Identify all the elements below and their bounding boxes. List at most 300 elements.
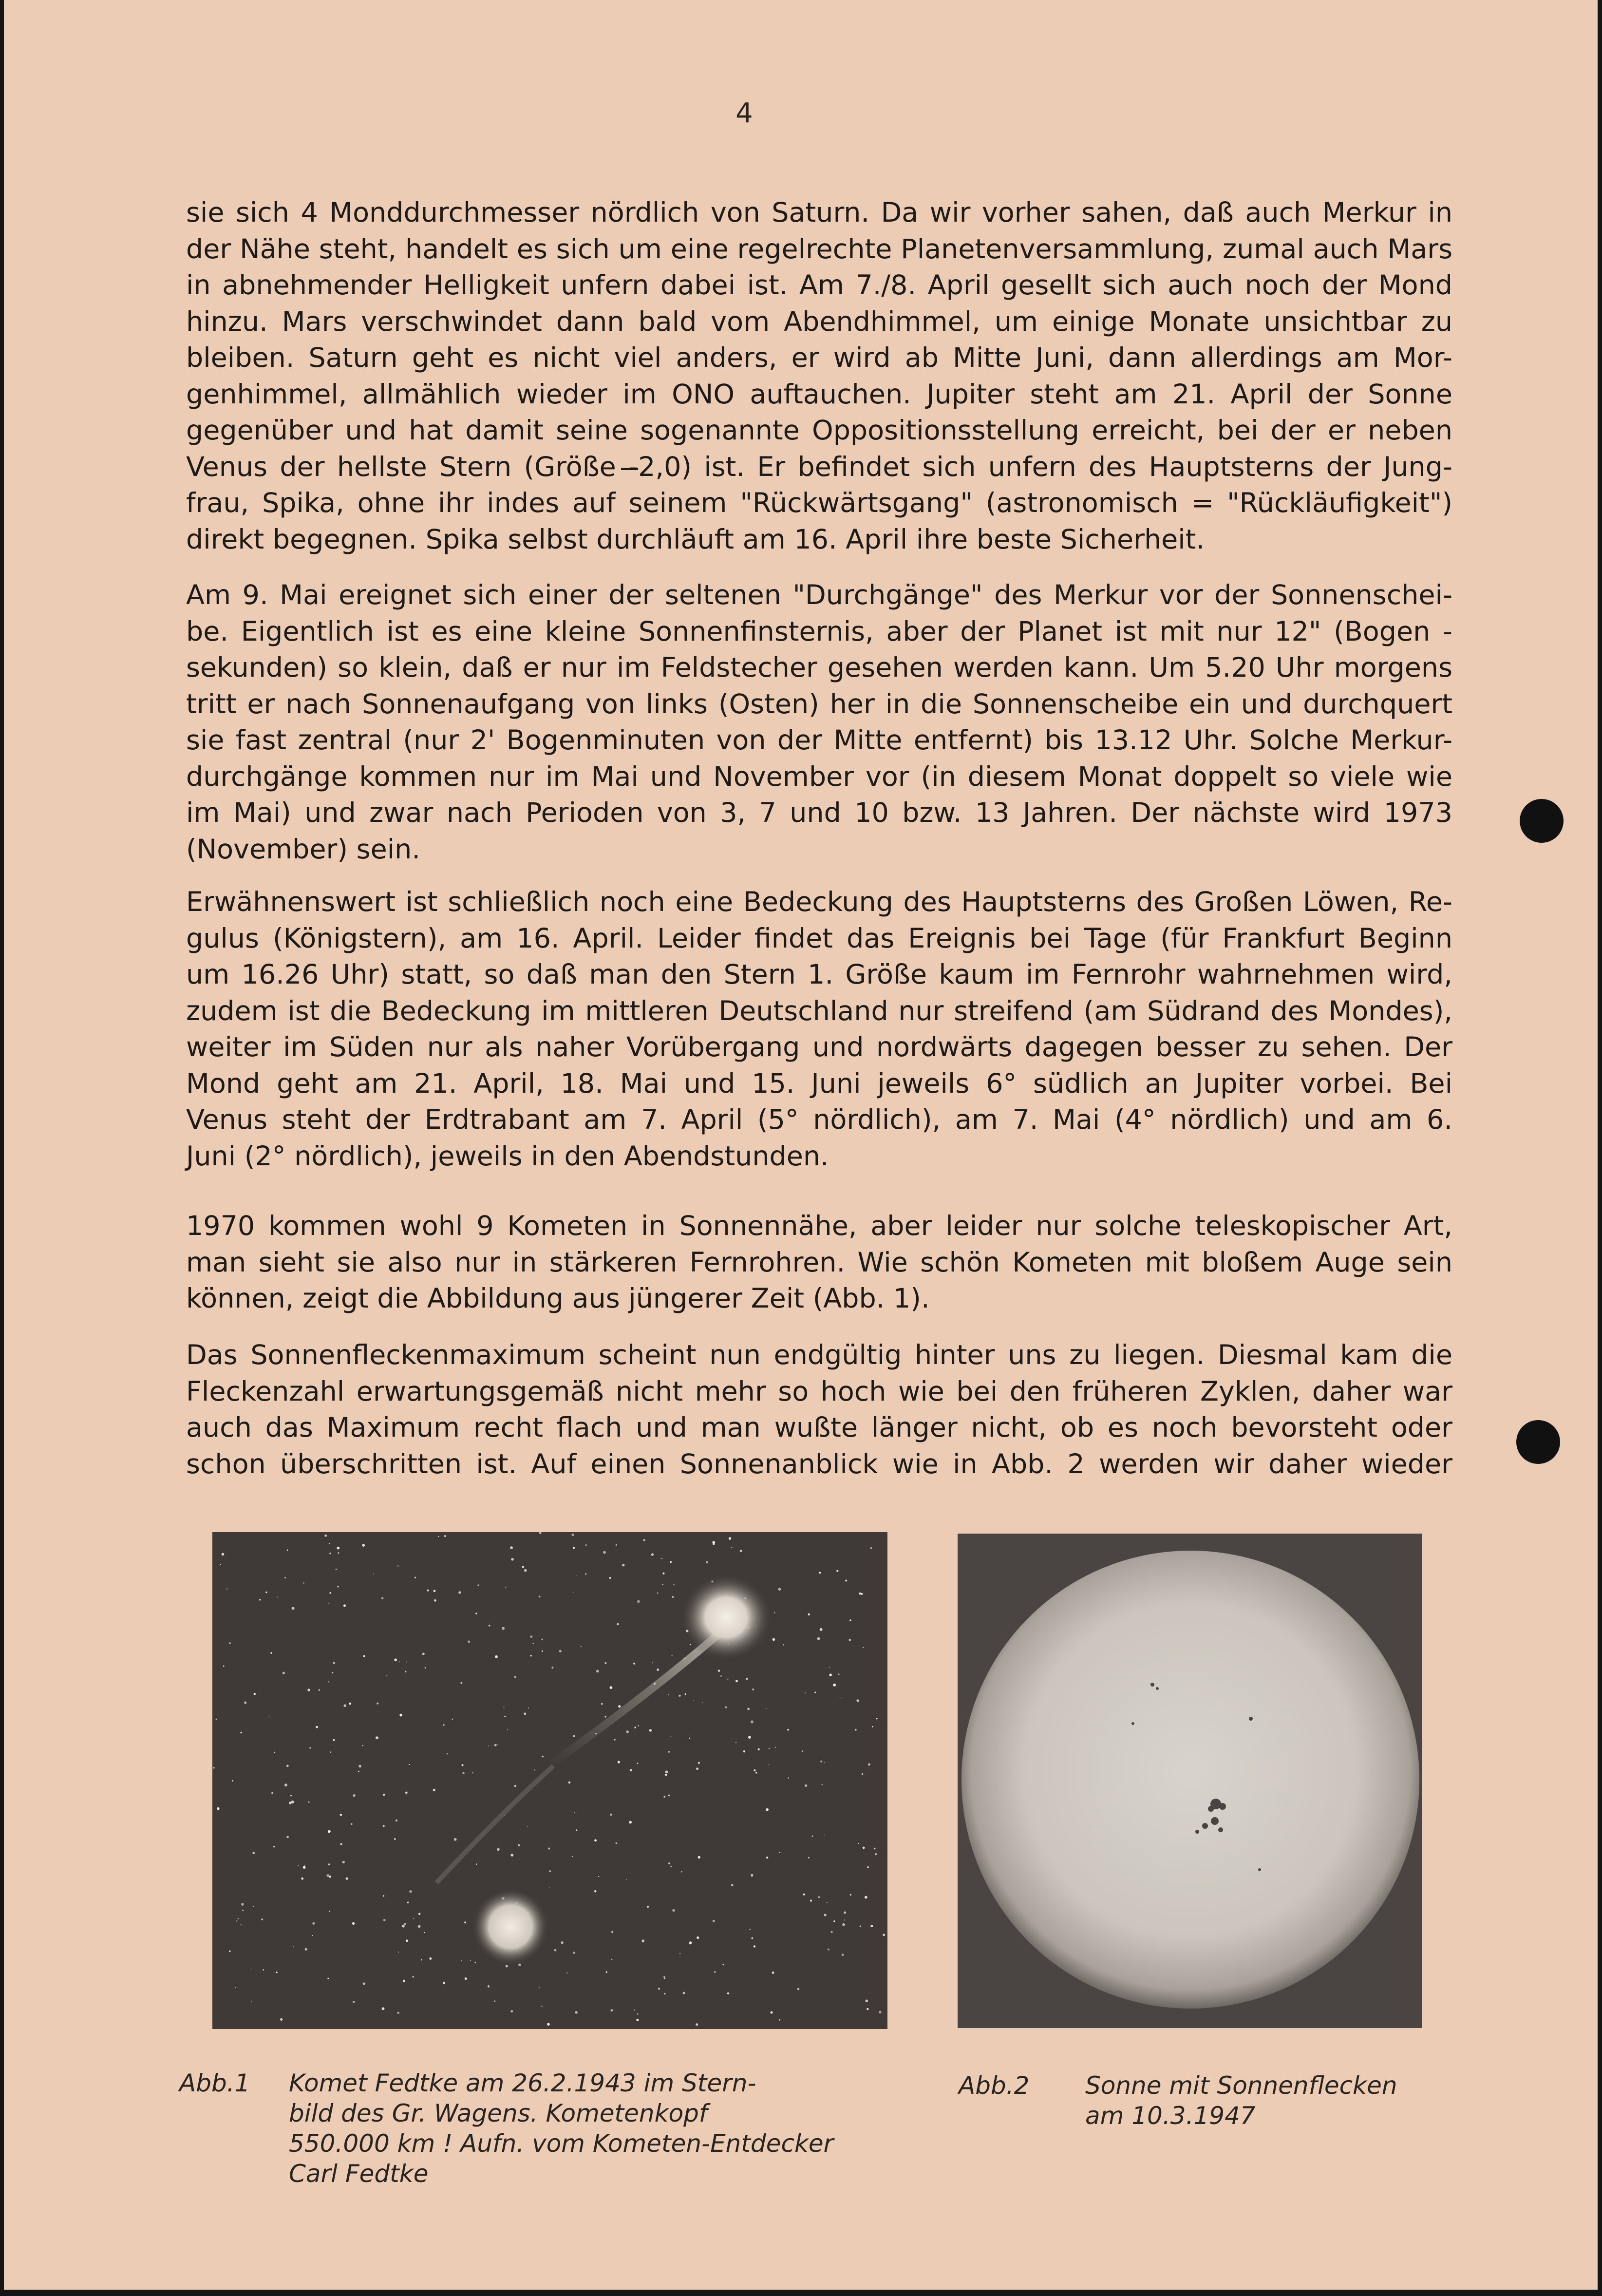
star-dot: [244, 1701, 246, 1704]
star-dot: [329, 1592, 331, 1594]
text-line: 1970 kommen wohl 9 Kometen in Sonnennähe, aber leider nur solche teleskopischer Art,: [186, 1210, 1452, 1242]
star-dot: [883, 1934, 885, 1936]
star-dot: [549, 1887, 550, 1888]
star-dot: [634, 2010, 635, 2011]
star-dot: [820, 1761, 822, 1763]
star-dot: [601, 1703, 603, 1705]
star-dot: [236, 1920, 237, 1921]
star-dot: [351, 1823, 352, 1825]
star-dot: [468, 1640, 470, 1643]
star-dot: [774, 1612, 775, 1613]
star-dot: [276, 1972, 278, 1973]
star-dot: [637, 1600, 640, 1603]
star-dot: [470, 1960, 471, 1961]
star-dot: [664, 1993, 665, 1994]
star-dot: [805, 1692, 806, 1693]
star-dot: [859, 1593, 862, 1595]
star-dot: [329, 1543, 330, 1544]
star-dot: [376, 1736, 378, 1739]
star-dot: [286, 1765, 289, 1767]
star-dot: [530, 1655, 532, 1656]
star-dot: [720, 1675, 722, 1677]
star-dot: [574, 1812, 575, 1813]
star-dot: [461, 1960, 462, 1961]
star-dot: [812, 1836, 813, 1837]
star-dot: [604, 1662, 606, 1664]
star-dot: [287, 1550, 288, 1551]
star-dot: [778, 1588, 781, 1591]
text-line: können, zeigt die Abbildung aus jüngerer Zeit (Abb. 1).: [186, 1283, 930, 1314]
star-dot: [879, 2011, 882, 2014]
star-dot: [610, 1686, 613, 1689]
star-dot: [383, 1895, 384, 1897]
star-dot: [284, 1577, 286, 1578]
star-dot: [818, 1896, 820, 1898]
star-dot: [610, 1814, 612, 1816]
star-dot: [511, 1558, 514, 1561]
figure-1-label: Abb.1: [179, 2069, 250, 2097]
star-dot: [714, 1971, 716, 1973]
star-dot: [465, 1977, 467, 1980]
star-dot: [396, 1820, 397, 1822]
star-dot: [819, 1572, 821, 1574]
star-dot: [611, 1931, 613, 1933]
star-dot: [362, 1745, 363, 1746]
star-dot: [504, 1707, 505, 1708]
star-dot: [727, 1679, 728, 1680]
star-dot: [394, 1658, 397, 1661]
star-dot: [652, 1662, 653, 1663]
star-dot: [850, 1894, 851, 1896]
star-dot: [406, 1661, 407, 1662]
paragraph-4: [186, 1208, 1452, 1317]
text-line: (November) sein.: [186, 833, 420, 865]
star-dot: [870, 1547, 872, 1549]
star-dot: [635, 1727, 636, 1728]
star-dot: [867, 1866, 869, 1868]
text-line: gulus (Königstern), am 16. April. Leider findet das Ereignis bei Tage (für Frankfurt Beginn: [186, 922, 1452, 954]
star-dot: [312, 1922, 315, 1925]
star-dot: [824, 1835, 825, 1836]
star-dot: [251, 1969, 252, 1970]
star-dot: [604, 1716, 606, 1718]
star-dot: [805, 1784, 807, 1787]
star-dot: [746, 1678, 748, 1680]
star-dot: [444, 1535, 446, 1537]
star-dot: [609, 1577, 611, 1579]
star-dot: [284, 1784, 287, 1786]
star-dot: [514, 1676, 517, 1678]
star-dot: [328, 1681, 329, 1682]
star-dot: [626, 1879, 627, 1880]
star-dot: [670, 1561, 672, 1563]
star-dot: [611, 2009, 613, 2011]
star-dot: [332, 1672, 334, 1673]
star-dot: [573, 1952, 575, 1954]
star-dot: [824, 1914, 827, 1916]
star-dot: [672, 1655, 673, 1656]
star-dot: [324, 1535, 327, 1537]
star-dot: [216, 1719, 217, 1720]
star-dot: [434, 1599, 436, 1602]
star-dot: [338, 1552, 339, 1554]
star-dot: [571, 1534, 574, 1536]
star-dot: [614, 1739, 616, 1741]
star-dot: [383, 1825, 385, 1827]
text-line: der Nähe steht, handelt es sich um eine regelrechte Planetenversammlung, zumal auch Mars: [186, 233, 1452, 265]
star-dot: [731, 1884, 734, 1886]
star-dot: [286, 1836, 289, 1838]
star-dot: [662, 1584, 663, 1585]
star-dot: [240, 1732, 242, 1733]
star-dot: [678, 1695, 680, 1697]
text-line: sie sich 4 Monddurchmesser nördlich von Saturn. Da wir vorher sahen, daß auch Merkur in: [186, 197, 1452, 228]
star-dot: [549, 1870, 551, 1872]
star-dot: [405, 1792, 408, 1794]
star-dot: [862, 1773, 863, 1775]
star-dot: [235, 1987, 236, 1988]
star-dot: [876, 1718, 878, 1720]
star-dot: [872, 1726, 873, 1727]
star-dot: [679, 1953, 680, 1954]
star-dot: [412, 1976, 414, 1978]
star-dot: [718, 1670, 720, 1672]
star-dot: [662, 1573, 664, 1575]
star-dot: [576, 1829, 578, 1831]
star-dot: [328, 1863, 330, 1865]
star-dot: [875, 1853, 877, 1856]
star-dot: [383, 1794, 385, 1796]
star-dot: [618, 1705, 621, 1708]
star-dot: [349, 1703, 352, 1705]
star-dot: [769, 1748, 770, 1749]
star-dot: [833, 1684, 836, 1687]
star-dot: [522, 1566, 525, 1568]
star-dot: [754, 1769, 755, 1771]
star-dot: [865, 1896, 867, 1899]
paragraph-3: [186, 884, 1452, 1175]
star-dot: [779, 1852, 781, 1853]
star-dot: [861, 1593, 863, 1595]
star-dot: [274, 1752, 275, 1753]
star-dot: [418, 1913, 420, 1915]
star-dot: [421, 1959, 422, 1961]
star-dot: [464, 1921, 466, 1923]
star-dot: [672, 1596, 674, 1598]
text-line: zudem ist die Bedeckung im mittleren Deutschland nur streifend (am Südrand des Mondes),: [186, 995, 1452, 1027]
star-dot: [447, 1753, 448, 1755]
star-dot: [268, 1716, 269, 1717]
star-dot: [702, 1702, 703, 1703]
star-dot: [222, 1553, 225, 1556]
star-dot: [657, 1669, 659, 1671]
star-dot: [751, 1874, 753, 1877]
star-dot: [289, 1802, 292, 1804]
text-line: direkt begegnen. Spika selbst durchläuft am 16. April ihre beste Sicherheit.: [186, 523, 1205, 555]
star-dot: [476, 1863, 477, 1865]
text-line: Am 9. Mai ereignet sich einer der seltenen "Durchgänge" des Merkur vor der Sonnenschei-: [186, 579, 1452, 611]
caption-line: Komet Fedtke am 26.2.1943 im Stern-: [289, 2069, 756, 2097]
star-dot: [668, 1795, 670, 1796]
star-dot: [342, 1861, 345, 1863]
star-dot: [766, 1857, 768, 1859]
star-dot: [858, 1843, 859, 1844]
star-dot: [663, 1976, 665, 1978]
star-dot: [263, 1969, 264, 1971]
star-dot: [252, 1852, 255, 1854]
star-dot: [303, 1582, 304, 1584]
star-dot: [849, 1619, 851, 1621]
text-line: Venus der hellste Stern (Größe -̶2,0) ist. Er befindet sich unfern des Hauptsterns der Jung-: [186, 451, 1452, 483]
star-dot: [849, 1639, 851, 1641]
star-dot: [697, 1936, 699, 1939]
star-dot: [573, 1547, 575, 1549]
star-dot: [766, 1808, 769, 1811]
star-dot: [407, 1901, 409, 1903]
star-dot: [507, 1729, 508, 1730]
star-dot: [803, 1894, 805, 1896]
star-dot: [229, 1642, 231, 1644]
text-line: sie fast zentral (nur 2' Bogenminuten von der Mitte entfernt) bis 13.12 Uhr. Solche Merkur-: [186, 724, 1452, 756]
paragraph-5: [186, 1337, 1452, 1482]
star-dot: [870, 1925, 873, 1927]
star-dot: [502, 1627, 505, 1630]
star-dot: [802, 1750, 803, 1751]
star-dot: [696, 2023, 698, 2026]
punch-hole: [1516, 1420, 1560, 1464]
star-dot: [735, 1680, 738, 1682]
star-dot: [443, 1724, 445, 1726]
text-line: durchgänge kommen nur im Mai und November vor (in diesem Monat doppelt so viele wie: [186, 760, 1452, 793]
star-dot: [748, 1736, 751, 1739]
star-dot: [630, 1769, 632, 1771]
star-dot: [622, 1564, 625, 1567]
star-dot: [657, 1593, 659, 1594]
star-dot: [641, 1939, 644, 1942]
star-dot: [617, 1623, 619, 1625]
star-dot: [533, 1643, 534, 1644]
text-line: hinzu. Mars verschwindet dann bald vom Abendhimmel, um einige Monate unsichtbar zu: [186, 305, 1452, 338]
star-dot: [594, 1839, 597, 1841]
text-line: Juni (2° nördlich), jeweils in den Abendstunden.: [186, 1140, 829, 1172]
star-dot: [415, 1577, 416, 1578]
star-dot: [554, 1949, 557, 1952]
star-dot: [606, 1972, 607, 1973]
star-dot: [573, 1592, 574, 1593]
star-dot: [477, 1584, 479, 1586]
star-dot: [397, 1565, 398, 1566]
text-line: genhimmel, allmählich wieder im ONO auftauchen. Jupiter steht am 21. April der Sonne: [186, 378, 1452, 410]
star-dot: [462, 1772, 465, 1774]
star-dot: [751, 1721, 754, 1724]
star-dot: [598, 1876, 599, 1877]
star-dot: [683, 1992, 685, 1994]
figure-2-label: Abb.2: [959, 2071, 1030, 2100]
star-dot: [329, 1553, 331, 1555]
star-dot: [427, 1590, 429, 1592]
star-dot: [524, 1712, 527, 1715]
star-dot: [568, 1782, 571, 1784]
star-dot: [290, 1795, 292, 1796]
star-dot: [836, 1570, 838, 1572]
star-dot: [722, 1964, 724, 1965]
comet-photo: [212, 1532, 887, 2029]
text-line: um 16.26 Uhr) statt, so daß man den Stern 1. Größe kaum im Fernrohr wahrnehmen wird,: [186, 959, 1452, 990]
star-dot: [637, 2013, 639, 2015]
star-dot: [232, 1780, 233, 1782]
star-dot: [863, 1647, 864, 1648]
star-dot: [616, 1544, 617, 1546]
star-dot: [461, 1764, 463, 1766]
star-dot: [292, 1607, 295, 1610]
star-dot: [658, 1988, 660, 1990]
star-dot: [808, 1613, 810, 1615]
star-dot: [259, 1599, 261, 1601]
star-dot: [213, 1767, 215, 1769]
star-dot: [251, 2001, 252, 2002]
star-dot: [497, 1848, 499, 1851]
star-dot: [409, 1890, 412, 1893]
star-dot: [328, 1603, 329, 1604]
star-dot: [340, 1843, 342, 1845]
star-dot: [261, 1918, 263, 1920]
text-line: frau, Spika, ohne ihr indes auf seinem "Rückwärtsgang" (astronomisch = "Rückläufigkeit"): [186, 487, 1452, 519]
star-dot: [754, 1945, 755, 1947]
star-dot: [838, 1673, 840, 1675]
star-dot: [783, 1644, 784, 1645]
star-dot: [413, 1918, 414, 1919]
star-dot: [637, 1763, 638, 1764]
star-dot: [340, 1814, 342, 1816]
figure-2-caption-text: [1085, 2070, 1397, 2131]
star-dot: [358, 1771, 359, 1772]
star-dot: [651, 1553, 654, 1556]
star-dot: [337, 1547, 339, 1550]
star-dot: [524, 1569, 527, 1572]
star-dot: [860, 1925, 861, 1927]
star-dot: [336, 1569, 337, 1570]
star-dot: [638, 1725, 639, 1727]
star-dot: [418, 1925, 421, 1928]
star-dot: [497, 1744, 498, 1745]
star-dot: [561, 1941, 564, 1944]
star-dot: [841, 1697, 842, 1698]
star-dot: [504, 1716, 506, 1717]
text-line: gegenüber und hat damit seine sogenannte Oppositionsstellung erreicht, bei der er neben: [186, 415, 1452, 446]
star-dot: [373, 1574, 374, 1575]
paragraph-2: [186, 577, 1452, 868]
star-dot: [305, 1948, 307, 1951]
star-dot: [743, 1750, 745, 1752]
figure-2-caption: [959, 2070, 1470, 2139]
star-dot: [316, 1726, 318, 1728]
star-dot: [830, 1931, 832, 1933]
star-dot: [663, 1796, 665, 1798]
star-dot: [534, 1769, 535, 1770]
text-line: Fleckenzahl erwartungsgemäß nicht mehr so hoch wie bei den früheren Zyklen, daher war: [186, 1375, 1452, 1407]
caption-line: 550.000 km ! Aufn. vom Kometen-Entdecker: [289, 2129, 834, 2158]
text-line: tritt er nach Sonnenaufgang von links (Osten) her in die Sonnenscheibe ein und durchquert: [186, 688, 1452, 720]
text-line: Venus steht der Erdtrabant am 7. April (5° nördlich), am 7. Mai (4° nördlich) und am 6.: [186, 1104, 1452, 1136]
star-dot: [381, 1597, 384, 1599]
star-dot: [363, 1655, 365, 1657]
star-dot: [766, 1708, 767, 1709]
star-dot: [581, 1646, 582, 1647]
star-dot: [618, 1761, 620, 1763]
star-dot: [696, 1767, 698, 1770]
star-dot: [729, 1537, 731, 1539]
text-line: im Mai) und zwar nach Perioden von 3, 7 und 10 bzw. 13 Jahren. Der nächste wird 1973: [186, 797, 1452, 829]
star-dot: [576, 1575, 577, 1576]
text-line: in abnehmender Helligkeit unfern dabei ist. Am 7./8. April gesellt sich auch noch der Mond: [186, 269, 1452, 301]
star-dot: [647, 1906, 649, 1908]
star-dot: [611, 1959, 612, 1960]
caption-line: bild des Gr. Wagens. Kometenkopf: [289, 2099, 708, 2127]
star-dot: [404, 1923, 406, 1925]
text-line: bleiben. Saturn geht es nicht viel anders, er wird ab Mitte Juni, dann allerdings am Mor-: [186, 342, 1452, 374]
star-dot: [406, 1939, 408, 1942]
star-dot: [594, 1890, 597, 1893]
star-dot: [327, 1978, 329, 1979]
caption-line: am 10.3.1947: [1085, 2102, 1256, 2130]
star-dot: [298, 1865, 299, 1866]
star-dot: [845, 1580, 847, 1582]
star-dot: [402, 1925, 405, 1928]
star-dot: [541, 1639, 543, 1641]
star-dot: [681, 1871, 682, 1873]
star-dot: [725, 1706, 727, 1708]
star-dot: [772, 1972, 774, 1974]
star-dot: [824, 1763, 825, 1764]
star-dot: [713, 1920, 715, 1922]
star-dot: [713, 1543, 715, 1545]
star-dot: [551, 1667, 553, 1669]
star-dot: [842, 1923, 845, 1926]
star-dot: [542, 1756, 544, 1758]
star-dot: [358, 1765, 361, 1768]
star-dot: [353, 1794, 356, 1797]
star-dot: [329, 1876, 331, 1878]
star-dot: [277, 1596, 278, 1597]
star-dot: [820, 1628, 823, 1631]
star-dot: [303, 1866, 306, 1869]
star-dot: [671, 1866, 672, 1867]
star-dot: [363, 1982, 365, 1985]
star-dot: [814, 1691, 816, 1693]
star-dot: [280, 2018, 283, 2021]
page-number: 4: [735, 97, 753, 129]
star-dot: [452, 1719, 453, 1720]
star-dot: [665, 1774, 667, 1776]
star-dot: [749, 1929, 751, 1930]
star-dot: [514, 1785, 517, 1787]
text-line: Das Sonnenfleckenmaximum scheint nun endgültig hinter uns zu liegen. Diesmal kam die: [186, 1339, 1452, 1371]
star-dot: [308, 1802, 310, 1803]
star-dot: [585, 1544, 587, 1546]
star-dot: [808, 1857, 810, 1859]
star-dot: [383, 1919, 386, 1921]
star-dot: [458, 1591, 461, 1594]
star-dot: [505, 1587, 506, 1588]
star-dot: [301, 1878, 303, 1880]
star-dot: [779, 2019, 780, 2021]
text-line: schon überschritten ist. Auf einen Sonnenanblick wie in Abb. 2 werden wir daher wieder: [186, 1448, 1452, 1480]
star-dot: [270, 1652, 272, 1654]
star-dot: [362, 1544, 365, 1547]
star-dot: [828, 1949, 829, 1951]
star-dot: [740, 1550, 742, 1552]
star-dot: [454, 1838, 457, 1841]
